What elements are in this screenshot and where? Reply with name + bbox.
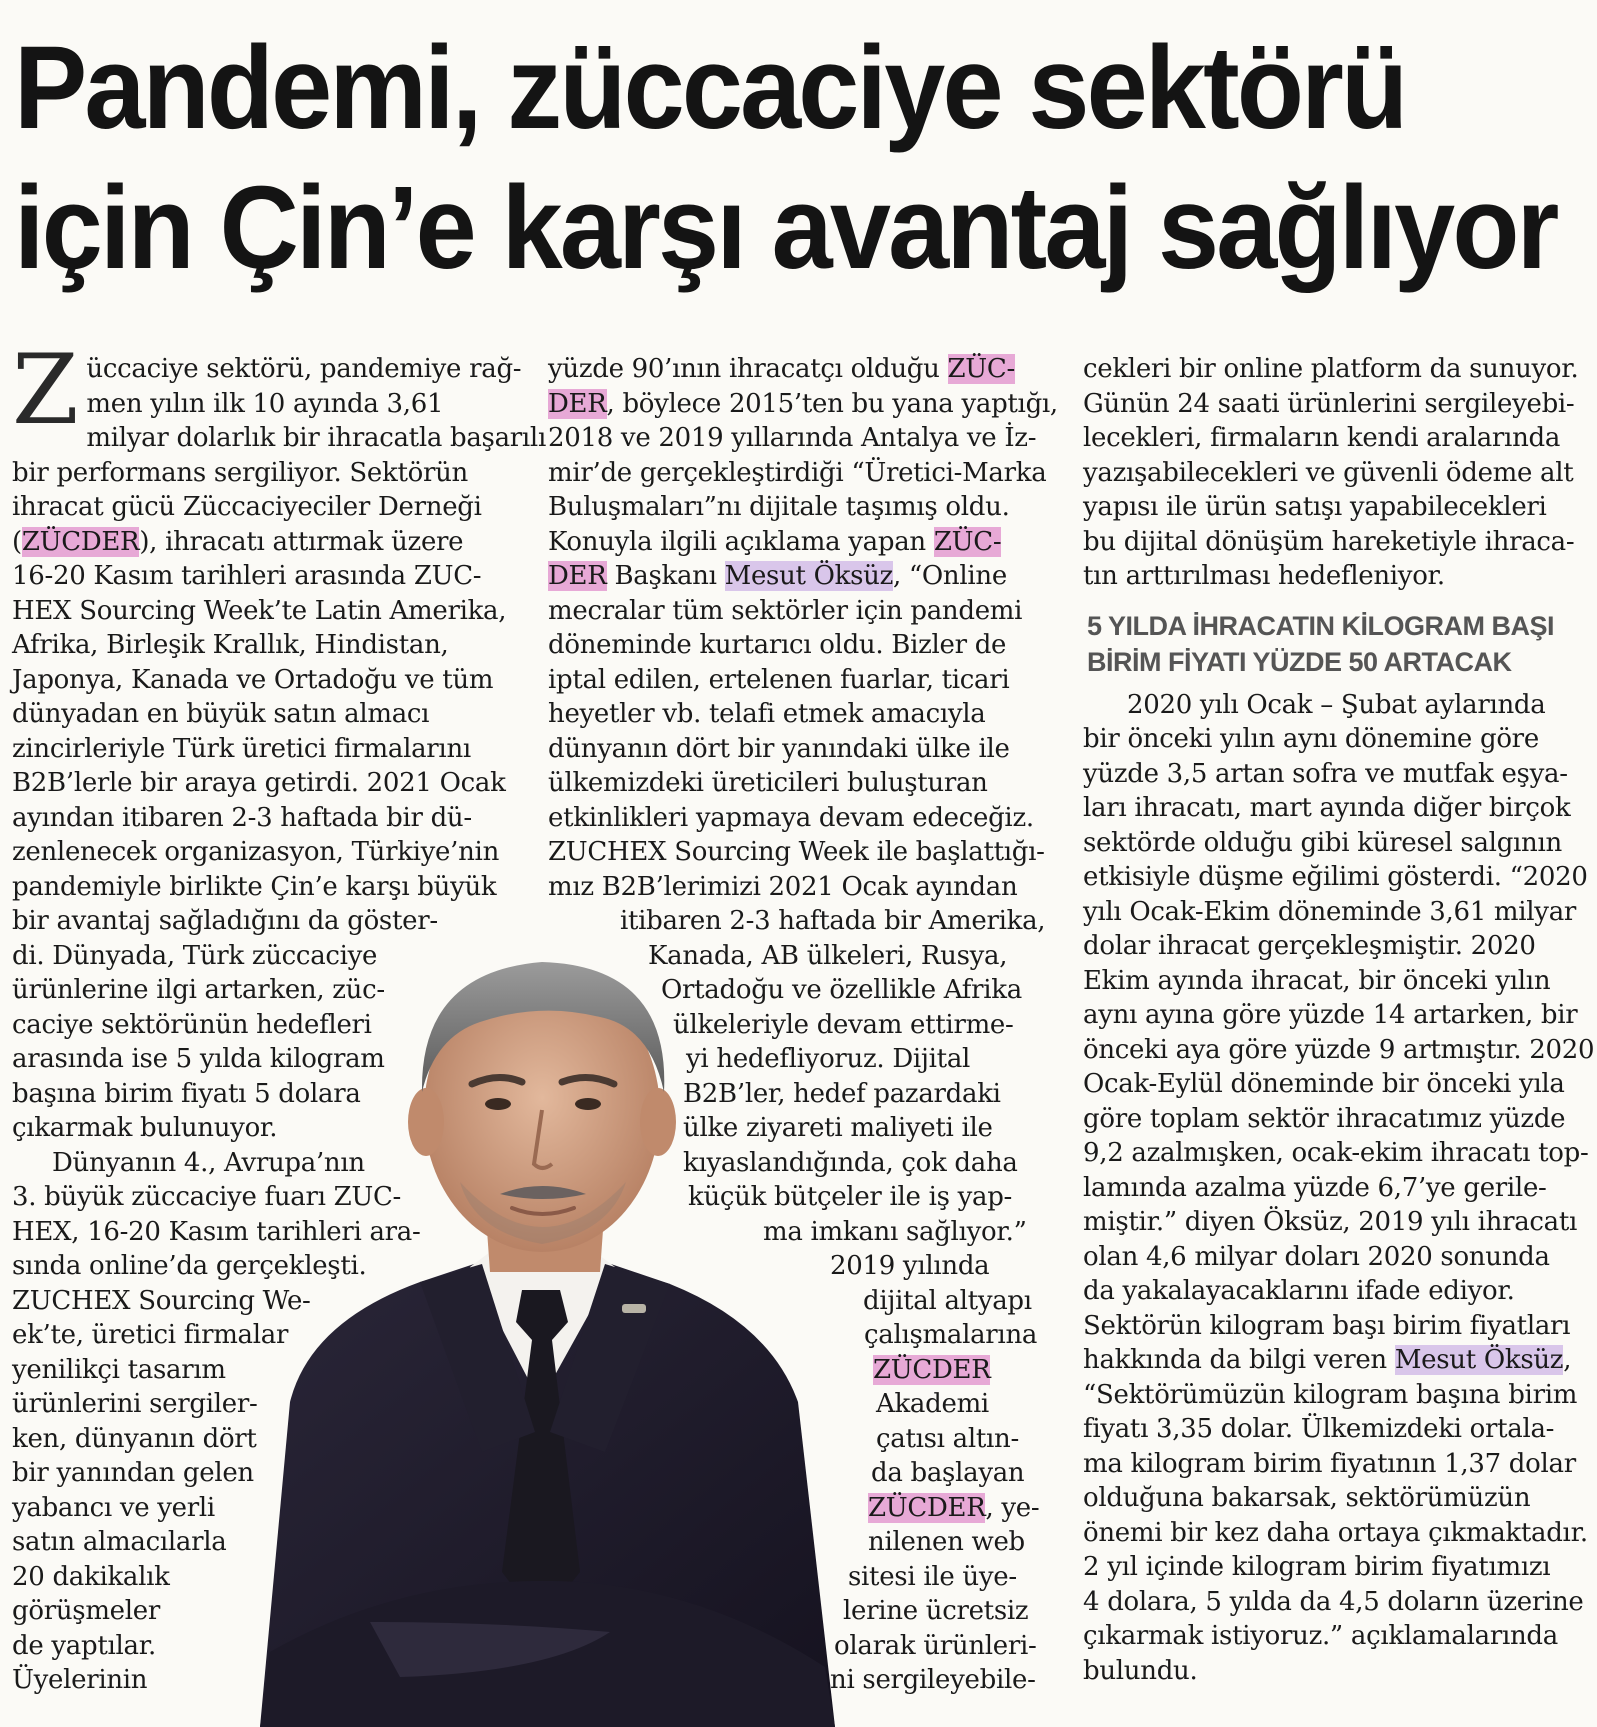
text-line: ürünlerine ilgi artarken, züc-: [12, 975, 385, 1005]
text-line: pandemiyle birlikte Çin’e karşı büyük: [12, 871, 497, 902]
highlight-zucder: ZÜC-: [933, 526, 1002, 557]
text-line: 16-20 Kasım tarihleri arasında ZUC-: [12, 561, 482, 591]
text-line: ülke ziyareti maliyeti ile: [683, 1113, 993, 1143]
text-line: göre toplam sektör ihracatımız yüzde: [1083, 1103, 1566, 1134]
section-subheading: [1087, 608, 1585, 680]
text-line: 3. büyük züccaciye fuarı ZUC-: [12, 1182, 402, 1212]
text-line: Buluşmaları”nı dijitale taşımış oldu.: [548, 492, 1010, 522]
text-line: Afrika, Birleşik Krallık, Hindistan,: [12, 630, 449, 660]
text-line: yabancı ve yerli: [12, 1492, 215, 1523]
text-line: lamında azalma yüzde 6,7’ye gerile-: [1083, 1172, 1547, 1203]
text-line: dolar ihracat gerçekleşmiştir. 2020: [1083, 931, 1536, 961]
highlight-person-name: Mesut Öksüz: [1394, 1345, 1564, 1375]
text-line: zenlenecek organizasyon, Türkiye’nin: [12, 837, 500, 867]
text-line: Kanada, AB ülkeleri, Rusya,: [648, 940, 1008, 971]
text-line: arasında ise 5 yılda kilogram: [12, 1044, 385, 1074]
text-line: dünyanın dört bir yanındaki ülke ile: [548, 733, 1010, 764]
text-fragment: , böylece 2015’ten bu yana yaptığı,: [606, 388, 1058, 419]
text-line: lerine ücretsiz: [843, 1596, 1029, 1626]
text-line: dünyadan en büyük satın almacı: [12, 699, 430, 729]
text-line: yılı Ocak-Ekim döneminde 3,61 milyar: [1083, 896, 1577, 927]
text-line: caciye sektörünün hedefleri: [12, 1009, 372, 1040]
text-line: B2B’lerle bir araya getirdi. 2021 Ocak: [12, 768, 506, 798]
text-line: yapısı ile ürün satışı yapabilecekleri: [1083, 492, 1547, 522]
text-line: etkisiyle düşme eğilimi gösterdi. “2020: [1083, 862, 1588, 892]
text-line: 20 dakikalık: [12, 1561, 170, 1592]
text-line: yi hedefliyoruz. Dijital: [686, 1044, 971, 1074]
text-line: yenilikçi tasarım: [12, 1354, 226, 1385]
highlight-zucder: ZÜCDER: [873, 1354, 991, 1385]
text-line: de yaptılar.: [12, 1630, 156, 1661]
text-line: ma imkanı sağlıyor.”: [763, 1216, 1027, 1247]
text-line: nilenen web: [868, 1527, 1025, 1557]
text-line: olduğuna bakarsak, sektörümüzün: [1083, 1483, 1531, 1513]
text-fragment: yüzde 90’ının ihracatçı olduğu: [548, 354, 948, 384]
text-fragment: (: [12, 526, 22, 557]
text-line: yüzde 3,5 artan sofra ve mutfak eşya-: [1083, 758, 1568, 789]
highlight-person-name: Mesut Öksüz: [724, 561, 893, 591]
text-line: mız B2B’lerimizi 2021 Ocak ayından: [548, 871, 1018, 902]
text-fragment: Konuyla ilgili açıklama yapan: [548, 526, 934, 557]
text-line: HEX, 16-20 Kasım tarihleri ara-: [12, 1216, 421, 1247]
text-line: ek’te, üretici firmalar: [12, 1320, 289, 1350]
highlight-zucder: DER: [548, 388, 607, 419]
text-line: üccaciye sektörü, pandemiye rağ-: [86, 354, 522, 384]
text-line: bir avantaj sağladığını da göster-: [12, 906, 438, 936]
text-line: fiyatı 3,35 dolar. Ülkemizdeki ortala-: [1083, 1414, 1555, 1444]
text-line: ürünlerini sergiler-: [12, 1389, 258, 1419]
text-line: kıyaslandığında, çok daha: [683, 1147, 1018, 1178]
text-line: önceki aya göre yüzde 9 artmıştır. 2020: [1083, 1034, 1595, 1065]
text-line: çatısı altın-: [876, 1423, 1019, 1454]
text-line: [548, 559, 1053, 594]
portrait-illustration: [250, 932, 840, 1727]
text-line: [548, 387, 1058, 422]
text-fragment: hakkında da bilgi veren: [1083, 1345, 1395, 1375]
text-line: lecekleri, firmaların kendi aralarında: [1083, 423, 1561, 453]
text-fragment: ,: [1563, 1345, 1572, 1375]
text-line: 2018 ve 2019 yıllarında Antalya ve İz-: [548, 423, 1037, 453]
text-line: bir performans sergiliyor. Sektörün: [12, 457, 468, 488]
subheading-line-2: BİRİM FİYATI YÜZDE 50 ARTACAK: [1087, 646, 1512, 677]
text-line: da başlayan: [871, 1458, 1025, 1488]
text-line: çıkarmak istiyoruz.” açıklamalarında: [1083, 1621, 1558, 1651]
text-line: aynı ayına göre yüzde 14 artarken, bir: [1083, 1000, 1578, 1030]
text-line: 9,2 azalmışken, ocak-ekim ihracatı top-: [1083, 1138, 1589, 1168]
text-line: 4 dolara, 5 yılda da 4,5 doların üzerine: [1083, 1586, 1584, 1617]
text-line: ma kilogram birim fiyatının 1,37 dolar: [1083, 1448, 1576, 1479]
text-line: [12, 525, 537, 560]
text-line: küçük bütçeler ile iş yap-: [688, 1182, 1013, 1212]
text-line: sektörde olduğu gibi küresel salgının: [1083, 827, 1562, 858]
text-line: olarak ürünleri-: [834, 1630, 1037, 1661]
text-line: [548, 525, 1053, 560]
text-line: başına birim fiyatı 5 dolara: [12, 1078, 361, 1109]
text-line: sında online’da gerçekleşti.: [12, 1251, 367, 1281]
text-line: çıkarmak bulunuyor.: [12, 1113, 278, 1143]
text-line: da yakalayacaklarını ifade ediyor.: [1083, 1276, 1515, 1306]
text-line: görüşmeler: [12, 1596, 160, 1626]
text-line: Üyelerinin: [12, 1665, 148, 1695]
portrait-photo: [250, 932, 840, 1727]
text-line: bir yanından gelen: [12, 1458, 254, 1488]
text-line: bir önceki yılın aynı dönemine göre: [1083, 724, 1539, 754]
text-line: 2020 yılı Ocak – Şubat aylarında: [1127, 689, 1546, 720]
text-line: sitesi ile üye-: [848, 1561, 1017, 1592]
text-line: ayından itibaren 2-3 haftada bir dü-: [12, 802, 472, 833]
text-fragment: Başkanı: [606, 561, 725, 591]
text-line: Ortadoğu ve özellikle Afrika: [661, 975, 1022, 1005]
text-line: ları ihracatı, mart ayında diğer birçok: [1083, 793, 1571, 823]
text-line: ZUCHEX Sourcing Week ile başlattığı-: [548, 837, 1045, 867]
text-line: etkinlikleri yapmaya devam edeceğiz.: [548, 802, 1034, 833]
text-line: Sektörün kilogram başı birim fiyatları: [1083, 1310, 1571, 1341]
text-fragment: ), ihracatı attırmak üzere: [139, 526, 464, 557]
text-line: zincirleriyle Türk üretici firmalarını: [12, 733, 471, 764]
text-line: itibaren 2-3 haftada bir Amerika,: [620, 906, 1046, 936]
text-line: ülkeleriyle devam ettirme-: [673, 1009, 1014, 1040]
text-line: cekleri bir online platform da sunuyor.: [1083, 354, 1579, 384]
text-line: çalışmalarına: [864, 1320, 1038, 1350]
text-line: [1083, 1343, 1585, 1378]
text-line: Akademi: [876, 1389, 989, 1419]
text-line: Ekim ayında ihracat, bir önceki yılın: [1083, 965, 1551, 996]
highlight-zucder: ZÜCDER: [21, 526, 140, 557]
highlight-zucder: DER: [548, 561, 607, 591]
article-column-3: [1083, 352, 1595, 1688]
text-line: bulundu.: [1083, 1655, 1198, 1686]
text-line: mecralar tüm sektörler için pandemi: [548, 595, 1023, 626]
headline-line-1: Pandemi, züccaciye sektörü: [14, 22, 1406, 154]
drop-cap: Z: [12, 334, 79, 446]
text-line: önemi bir kez daha ortaya çıkmaktadır.: [1083, 1517, 1588, 1548]
text-line: “Sektörümüzün kilogram başına birim: [1083, 1379, 1578, 1410]
text-line: milyar dolarlık bir ihracatla başarılı: [86, 423, 546, 453]
text-line: men yılın ilk 10 ayında 3,61: [86, 388, 444, 419]
text-line: satın almacılarla: [12, 1527, 227, 1557]
text-line: dijital altyapı: [863, 1285, 1032, 1316]
text-line: di. Dünyada, Türk züccaciye: [12, 940, 378, 971]
text-line: olan 4,6 milyar doları 2020 sonunda: [1083, 1241, 1550, 1272]
text-line: ülkemizdeki üreticileri buluşturan: [548, 768, 988, 798]
text-line: Ocak-Eylül döneminde bir önceki yıla: [1083, 1069, 1565, 1099]
text-line: ken, dünyanın dört: [12, 1423, 257, 1454]
text-line: mir’de gerçekleştirdiği “Üretici-Marka: [548, 457, 1047, 488]
text-line: ZUCHEX Sourcing We-: [12, 1285, 311, 1316]
text-line: 2019 yılında: [830, 1251, 990, 1281]
text-fragment: , “Online: [893, 561, 1007, 591]
text-fragment: , ye-: [985, 1492, 1040, 1523]
text-line: 2 yıl içinde kilogram birim fiyatımızı: [1083, 1552, 1551, 1582]
text-line: Dünyanın 4., Avrupa’nın: [52, 1147, 365, 1178]
text-line: B2B’ler, hedef pazardaki: [683, 1078, 1001, 1109]
text-line: bu dijital dönüşüm hareketiyle ihraca-: [1083, 526, 1575, 557]
text-line: ni sergileyebile-: [830, 1665, 1036, 1695]
highlight-zucder: ZÜC-: [947, 354, 1015, 384]
subheading-line-1: 5 YILDA İHRACATIN KİLOGRAM BAŞI: [1087, 610, 1555, 641]
text-line: heyetler vb. telafi etmek amacıyla: [548, 699, 986, 729]
text-line: yazışabilecekleri ve güvenli ödeme alt: [1083, 457, 1574, 488]
text-line: tın arttırılması hedefleniyor.: [1083, 561, 1445, 591]
text-line: miştir.” diyen Öksüz, 2019 yılı ihracatı: [1083, 1207, 1578, 1237]
text-line: [548, 352, 1053, 387]
text-line: Günün 24 saati ürünlerini sergileyebi-: [1083, 388, 1575, 419]
highlight-zucder: ZÜCDER: [868, 1492, 986, 1523]
text-line: Japonya, Kanada ve Ortadoğu ve tüm: [12, 664, 494, 695]
text-line: döneminde kurtarıcı oldu. Bizler de: [548, 630, 1007, 660]
text-line: HEX Sourcing Week’te Latin Amerika,: [12, 595, 507, 626]
text-line: iptal edilen, ertelenen fuarlar, ticari: [548, 664, 1010, 695]
headline-line-2: için Çin’e karşı avantaj sağlıyor: [14, 162, 1557, 294]
text-line: ihracat gücü Züccaciyeciler Derneği: [12, 492, 482, 522]
headline: [14, 18, 1557, 298]
